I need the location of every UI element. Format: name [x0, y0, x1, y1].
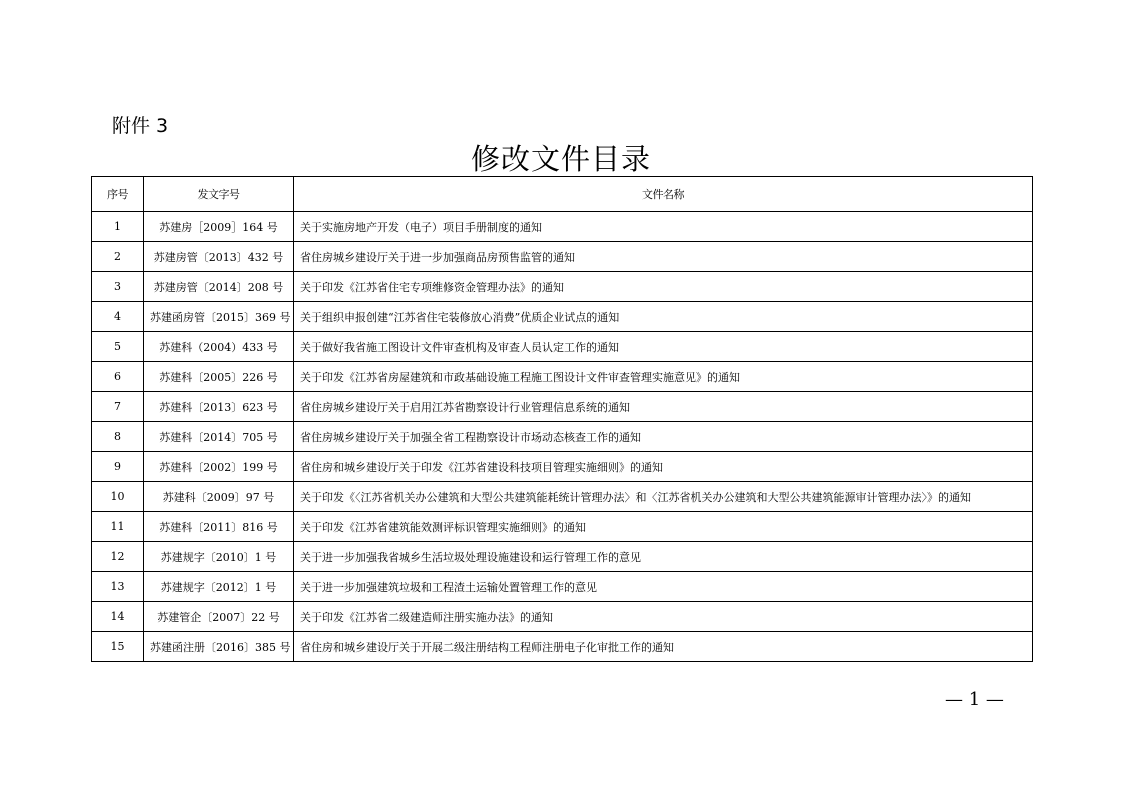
row-doc-number: 苏建科〔2005〕226 号 — [144, 362, 294, 392]
row-seq: 13 — [92, 572, 144, 602]
row-doc-number: 苏建规字〔2010〕1 号 — [144, 542, 294, 572]
row-seq: 9 — [92, 452, 144, 482]
row-seq: 11 — [92, 512, 144, 542]
table-row — [92, 212, 1033, 242]
table-body — [92, 212, 1033, 662]
table-row — [92, 572, 1033, 602]
table-row — [92, 542, 1033, 572]
row-doc-name: 省住房城乡建设厅关于加强全省工程勘察设计市场动态核查工作的通知 — [294, 422, 1033, 452]
table-header — [92, 177, 1033, 212]
row-seq: 1 — [92, 212, 144, 242]
row-doc-number: 苏建科〔2009〕97 号 — [144, 482, 294, 512]
row-doc-name: 关于印发《江苏省二级建造师注册实施办法》的通知 — [294, 602, 1033, 632]
row-doc-name: 关于印发《江苏省房屋建筑和市政基础设施工程施工图设计文件审查管理实施意见》的通知 — [294, 362, 1033, 392]
row-seq: 8 — [92, 422, 144, 452]
row-doc-name: 关于印发《〈江苏省机关办公建筑和大型公共建筑能耗统计管理办法〉和〈江苏省机关办公建筑和大型公共建筑能源审计管理办法〉》的通知 — [294, 482, 1033, 512]
page-number: — 1 — — [945, 689, 1004, 710]
table-header-row — [92, 177, 1033, 212]
row-seq: 3 — [92, 272, 144, 302]
row-doc-number: 苏建规字〔2012〕1 号 — [144, 572, 294, 602]
row-doc-number: 苏建函注册〔2016〕385 号 — [144, 632, 294, 662]
row-doc-number: 苏建科〔2013〕623 号 — [144, 392, 294, 422]
table-row — [92, 362, 1033, 392]
row-seq: 7 — [92, 392, 144, 422]
row-doc-number: 苏建房管〔2013〕432 号 — [144, 242, 294, 272]
table-row — [92, 632, 1033, 662]
row-doc-name: 关于实施房地产开发（电子）项目手册制度的通知 — [294, 212, 1033, 242]
row-doc-name: 关于组织申报创建“江苏省住宅装修放心消费”优质企业试点的通知 — [294, 302, 1033, 332]
row-seq: 10 — [92, 482, 144, 512]
row-seq: 5 — [92, 332, 144, 362]
row-seq: 14 — [92, 602, 144, 632]
table-row — [92, 422, 1033, 452]
table-row — [92, 512, 1033, 542]
document-list-table — [91, 176, 1033, 662]
row-doc-number: 苏建房管〔2014〕208 号 — [144, 272, 294, 302]
attachment-label: 附件 3 — [112, 115, 169, 137]
row-doc-number: 苏建科〔2011〕816 号 — [144, 512, 294, 542]
row-seq: 12 — [92, 542, 144, 572]
column-header-doc-name: 文件名称 — [294, 177, 1033, 212]
row-doc-name: 省住房城乡建设厅关于启用江苏省勘察设计行业管理信息系统的通知 — [294, 392, 1033, 422]
table-row — [92, 452, 1033, 482]
row-seq: 15 — [92, 632, 144, 662]
table-row — [92, 392, 1033, 422]
document-title: 修改文件目录 — [470, 142, 651, 176]
row-doc-name: 省住房城乡建设厅关于进一步加强商品房预售监管的通知 — [294, 242, 1033, 272]
row-doc-name: 关于印发《江苏省住宅专项维修资金管理办法》的通知 — [294, 272, 1033, 302]
table-row — [92, 332, 1033, 362]
table-row — [92, 242, 1033, 272]
row-doc-name: 关于印发《江苏省建筑能效测评标识管理实施细则》的通知 — [294, 512, 1033, 542]
row-doc-number: 苏建科〔2002〕199 号 — [144, 452, 294, 482]
row-doc-number: 苏建房［2009］164 号 — [144, 212, 294, 242]
row-doc-number: 苏建科（2004）433 号 — [144, 332, 294, 362]
row-doc-name: 省住房和城乡建设厅关于印发《江苏省建设科技项目管理实施细则》的通知 — [294, 452, 1033, 482]
row-doc-name: 省住房和城乡建设厅关于开展二级注册结构工程师注册电子化审批工作的通知 — [294, 632, 1033, 662]
row-doc-number: 苏建管企〔2007〕22 号 — [144, 602, 294, 632]
table-row — [92, 302, 1033, 332]
row-doc-name: 关于进一步加强我省城乡生活垃圾处理设施建设和运行管理工作的意见 — [294, 542, 1033, 572]
row-seq: 4 — [92, 302, 144, 332]
row-doc-name: 关于进一步加强建筑垃圾和工程渣土运输处置管理工作的意见 — [294, 572, 1033, 602]
row-doc-number: 苏建科〔2014〕705 号 — [144, 422, 294, 452]
row-seq: 6 — [92, 362, 144, 392]
table-row — [92, 272, 1033, 302]
column-header-seq: 序号 — [92, 177, 144, 212]
column-header-doc-number: 发文字号 — [144, 177, 294, 212]
table-row — [92, 482, 1033, 512]
row-doc-name: 关于做好我省施工图设计文件审查机构及审查人员认定工作的通知 — [294, 332, 1033, 362]
row-seq: 2 — [92, 242, 144, 272]
row-doc-number: 苏建函房管〔2015〕369 号 — [144, 302, 294, 332]
table-row — [92, 602, 1033, 632]
